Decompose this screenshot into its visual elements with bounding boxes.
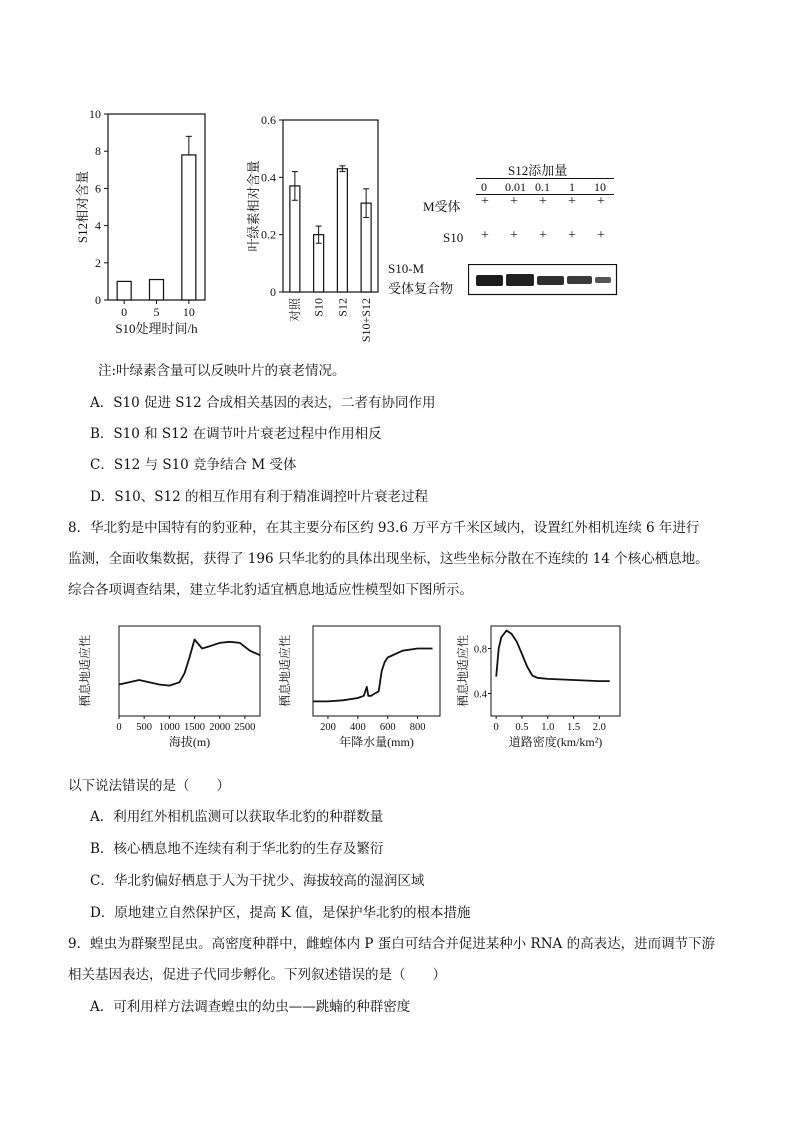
y-tick-label: 2 (95, 255, 101, 270)
q7-option-b: B．S10 和 S12 在调节叶片衰老过程中作用相反 (90, 426, 382, 442)
blot-header: S12添加量 (508, 163, 568, 178)
q9-stem-line1: 9．蝗虫为群聚型昆虫。高密度种群中，雌蝗体内 P 蛋白可结合并促进某种小 RNA 的高表达，进而调节下游 (68, 936, 716, 952)
blot-band (537, 276, 564, 285)
plus-sign: + (539, 228, 547, 243)
q8-option-d: D．原地建立自然保护区，提高 K 值，是保护华北豹的根本措施 (90, 905, 471, 921)
figure-note: 注:叶绿素含量可以反映叶片的衰老情况。 (98, 363, 346, 379)
y-tick-label: 0.4 (261, 170, 276, 185)
x-tick-label: 2500 (234, 722, 256, 733)
plus-sign: + (510, 194, 518, 209)
plus-sign: + (568, 228, 576, 243)
q8-option-b: B．核心栖息地不连续有利于华北豹的生存及繁衍 (90, 841, 384, 857)
q8-stem-line2: 监测，全面收集数据，获得了 196 只华北豹的具体出现坐标，这些坐标分散在不连续的 14 个核心栖息地。 (68, 551, 709, 567)
blot-label-line1: S10-M (388, 261, 425, 276)
x-tick-label: S10+S12 (359, 298, 374, 343)
y-tick-label: 10 (89, 108, 101, 121)
blot-image (468, 264, 618, 296)
bar (337, 169, 347, 292)
y-tick-label: 0.8 (473, 644, 487, 656)
q8-option-c: C．华北豹偏好栖息于人为干扰少、海拔较高的湿润区域 (90, 873, 425, 889)
x-tick-label: 1.5 (566, 722, 581, 733)
bar (290, 186, 300, 292)
q8-option-a: A．利用红外相机监测可以获取华北豹的种群数量 (90, 809, 384, 825)
x-tick-label: 500 (136, 722, 153, 733)
x-tick-label: 2000 (209, 722, 231, 733)
plus-sign: + (510, 228, 518, 243)
chlorophyll-bar-chart (240, 108, 390, 358)
blot-band (476, 275, 503, 286)
plot-frame (119, 626, 260, 716)
precipitation-line-chart (275, 620, 450, 760)
y-tick-label: 0 (95, 293, 101, 307)
x-tick-label: 800 (409, 722, 426, 733)
habitat-curve (496, 631, 610, 682)
plus-sign: + (481, 194, 489, 209)
x-tick-label: 0 (493, 722, 499, 733)
x-tick-label: 1000 (158, 722, 180, 733)
row-s10-label: S10 (443, 230, 464, 245)
x-tick-label: 600 (379, 722, 396, 733)
blot-amount-0: 0 (481, 180, 487, 194)
y-axis-label: 栖息地适应性 (456, 634, 470, 708)
plus-sign: + (597, 228, 605, 243)
y-tick-label: 4 (95, 218, 101, 233)
y-axis-label: 栖息地适应性 (78, 634, 92, 708)
blot-header-rule (476, 178, 614, 179)
q9-option-a: A．可利用样方法调查蝗虫的幼虫——跳蝻的种群密度 (90, 999, 411, 1015)
q7-option-c: C．S12 与 S10 竞争结合 M 受体 (90, 457, 297, 473)
q8-prompt: 以下说法错误的是（ ） (68, 778, 230, 794)
y-tick-label: 8 (95, 144, 101, 159)
blot-band (595, 277, 611, 283)
x-tick-label: 2.0 (592, 722, 606, 733)
q7-option-d: D．S10、S12 的相互作用有利于精准调控叶片衰老过程 (90, 489, 428, 505)
plus-sign: + (481, 228, 489, 243)
plus-sign: + (597, 194, 605, 209)
plus-sign: + (568, 194, 576, 209)
q8-stem-line3: 综合各项调查结果，建立华北豹适宜栖息地适应性模型如下图所示。 (68, 582, 473, 598)
x-tick-label: S12 (335, 298, 350, 317)
x-axis-label: 道路密度(km/km²) (508, 735, 603, 749)
x-tick-label: 200 (320, 722, 336, 733)
y-axis-label: S12相对含量 (75, 170, 90, 244)
y-tick-label: 0 (270, 285, 276, 299)
y-tick-label: 6 (95, 181, 101, 196)
y-tick-label: 0.4 (473, 689, 487, 701)
blot-amount-1: 1 (569, 180, 575, 194)
q9-stem-line2: 相关基因表达，促进子代同步孵化。下列叙述错误的是（ ） (68, 967, 446, 983)
x-tick-label: 1500 (184, 722, 206, 733)
row-m-receptor-label: M受体 (423, 199, 461, 214)
blot-amount-10: 10 (594, 180, 606, 194)
x-tick-label: 对照 (287, 298, 302, 323)
bar (117, 281, 131, 300)
x-tick-label: S10 (311, 298, 326, 317)
blot-band (506, 274, 534, 286)
x-axis-label: 年降水量(mm) (339, 735, 414, 749)
blot-amount-0.1: 0.1 (535, 180, 550, 194)
altitude-line-chart (75, 620, 270, 760)
plot-frame (491, 626, 620, 716)
plus-sign: + (539, 194, 547, 209)
bar (150, 280, 164, 300)
habitat-curve (313, 649, 433, 702)
x-tick-label: 10 (182, 305, 195, 319)
y-axis-label: 叶绿素相对含量 (246, 160, 261, 252)
x-tick-label: 0.5 (515, 722, 529, 733)
q8-stem-line1: 8．华北豹是中国特有的豹亚种，在其主要分布区约 93.6 万平方千米区域内，设置红外相机连续 6 年进行 (68, 520, 700, 536)
y-tick-label: 0.6 (261, 113, 276, 127)
x-tick-label: 0 (121, 305, 128, 319)
x-tick-label: 1.0 (541, 722, 555, 733)
s12-bar-chart (70, 108, 220, 340)
blot-diagram (388, 158, 628, 298)
x-axis-label: S10处理时间/h (115, 321, 198, 336)
road-density-line-chart (455, 620, 630, 760)
y-tick-label: 0.2 (261, 227, 276, 242)
y-axis-label: 栖息地适应性 (278, 634, 292, 708)
x-tick-label: 400 (349, 722, 366, 733)
blot-amount-0.01: 0.01 (505, 180, 526, 194)
blot-label-line2: 受体复合物 (388, 281, 454, 296)
q7-option-a: A．S10 促进 S12 合成相关基因的表达，二者有协同作用 (90, 395, 436, 411)
blot-band (567, 276, 592, 284)
x-axis-label: 海拔(m) (168, 735, 211, 749)
bar (182, 155, 196, 300)
x-tick-label: 0 (116, 722, 122, 733)
x-tick-label: 5 (153, 305, 160, 319)
habitat-curve (119, 640, 260, 686)
plot-frame (313, 626, 440, 716)
